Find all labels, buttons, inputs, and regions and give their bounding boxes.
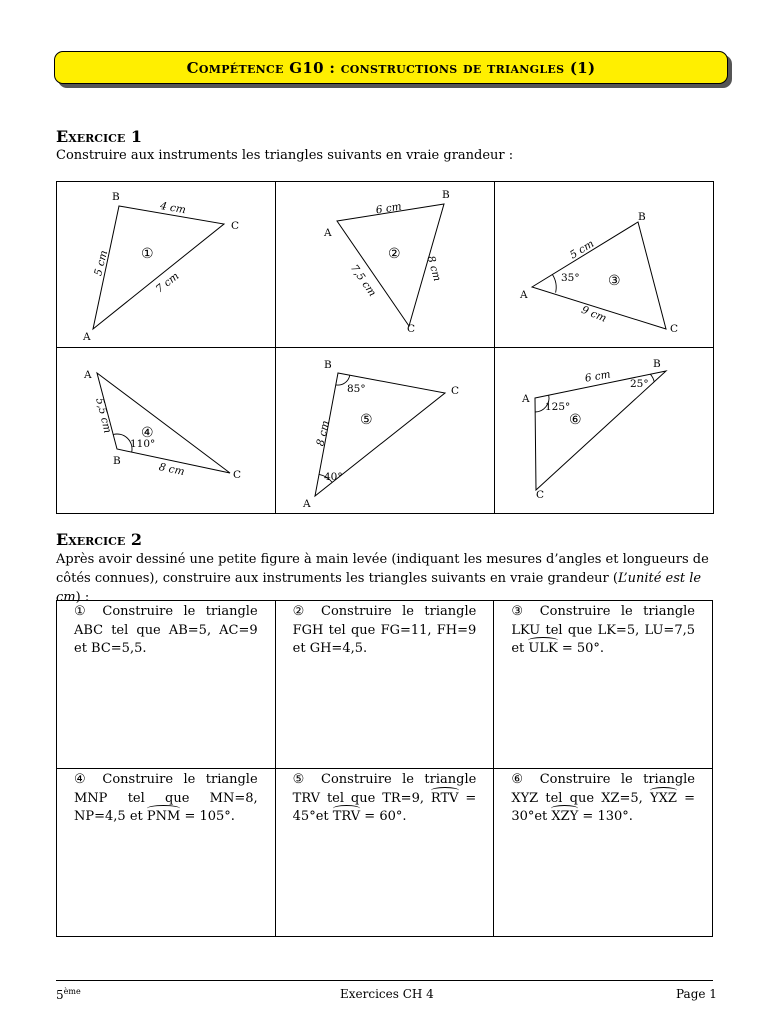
angle-label: 110° bbox=[130, 438, 156, 450]
angle-label: 25° bbox=[630, 378, 649, 390]
exercise2-title: Exercice 2 bbox=[56, 530, 142, 549]
side-label: 5 cm bbox=[92, 249, 111, 278]
angle-value: = 105°. bbox=[180, 809, 235, 824]
figure-number: ④ bbox=[141, 425, 154, 441]
side-label: 8 cm bbox=[157, 461, 186, 479]
exercise2-cell-1 bbox=[57, 601, 276, 769]
side-label: 8 cm bbox=[314, 419, 332, 448]
footer-level bbox=[56, 987, 81, 1002]
vertex-c: C bbox=[451, 385, 460, 397]
cell-number: ③ bbox=[511, 604, 530, 619]
angle-value: = 60°. bbox=[360, 809, 407, 824]
triangle-figure-3 bbox=[495, 182, 713, 347]
figure-cell-4 bbox=[57, 348, 276, 514]
vertex-a: A bbox=[522, 393, 530, 405]
exercise2-table bbox=[56, 600, 713, 937]
instruction-text: Après avoir dessiné une petite figure à main levée (indiquant les mesures d’angles et longueurs de côtés connues), construire aux instruments les triangles suivants en vraie grandeur ( bbox=[56, 552, 709, 586]
vertex-b: B bbox=[324, 359, 332, 371]
figure-cell-5 bbox=[276, 348, 495, 514]
level-suffix: ème bbox=[63, 987, 81, 996]
side-label: 7 cm bbox=[153, 270, 182, 296]
vertex-a: A bbox=[83, 331, 91, 343]
figure-number: ⑥ bbox=[569, 412, 582, 428]
triangle-figure-2 bbox=[276, 182, 494, 347]
exercise2-cell-2 bbox=[275, 601, 494, 769]
exercise2-cell-5 bbox=[275, 769, 494, 937]
cell-text: Construire le triangle FGH tel que FG=11, FH=9 et GH=4,5. bbox=[292, 604, 477, 656]
cell-number: ④ bbox=[74, 772, 92, 787]
exercise2-instruction bbox=[56, 550, 716, 607]
vertex-c: C bbox=[233, 469, 242, 481]
exercise1-instruction: Construire aux instruments les triangles suivants en vraie grandeur : bbox=[56, 148, 514, 163]
angle-label: 35° bbox=[561, 272, 580, 284]
cell-number: ⑥ bbox=[511, 772, 530, 787]
side-label: 9 cm bbox=[579, 303, 609, 325]
angle-label: 40° bbox=[324, 471, 343, 483]
cell-text: Construire le triangle TRV tel que TR=9, bbox=[292, 772, 477, 806]
cell-number: ② bbox=[292, 604, 311, 619]
footer-page-number: Page 1 bbox=[676, 987, 717, 1001]
vertex-b: B bbox=[442, 189, 450, 201]
angle-value: = 130°. bbox=[578, 809, 633, 824]
side-label: 6 cm bbox=[583, 368, 612, 385]
instruction-end: ) : bbox=[75, 590, 90, 605]
figure-number: ① bbox=[141, 246, 154, 262]
angle-notation: ULK bbox=[528, 640, 557, 659]
triangle-figure-1 bbox=[57, 182, 275, 347]
footer-divider bbox=[56, 980, 713, 981]
vertex-c: C bbox=[231, 220, 240, 232]
cell-text: Construire le triangle MNP tel que MN=8, NP=4,5 et bbox=[74, 772, 258, 824]
title-banner bbox=[54, 51, 728, 84]
angle-label: 85° bbox=[347, 383, 366, 395]
exercise1-title: Exercice 1 bbox=[56, 127, 142, 146]
figure-cell-2 bbox=[276, 182, 495, 348]
angle-label: 125° bbox=[545, 401, 571, 413]
cell-text: Construire le triangle LKU tel que LK=5, LU=7,5 et bbox=[511, 604, 695, 656]
exercise2-cell-6 bbox=[494, 769, 713, 937]
angle-notation: TRV bbox=[333, 808, 360, 827]
figure-number: ② bbox=[388, 246, 401, 262]
triangle-figure-5 bbox=[276, 348, 494, 513]
figure-cell-1 bbox=[57, 182, 276, 348]
figure-number: ③ bbox=[608, 273, 621, 289]
vertex-a: A bbox=[303, 498, 311, 510]
level-number: 5 bbox=[56, 988, 64, 1002]
triangle-figure-4 bbox=[57, 348, 275, 513]
vertex-c: C bbox=[536, 489, 545, 501]
triangle-figure-6 bbox=[495, 348, 713, 513]
vertex-a: A bbox=[324, 227, 332, 239]
exercise2-cell-3 bbox=[494, 601, 713, 769]
vertex-b: B bbox=[638, 211, 646, 223]
vertex-c: C bbox=[407, 323, 416, 335]
angle-value: = 30°et bbox=[511, 790, 695, 824]
side-label: 5,5 cm bbox=[93, 396, 114, 435]
figure-cell-6 bbox=[495, 348, 714, 514]
side-label: 4 cm bbox=[159, 200, 187, 217]
vertex-a: A bbox=[84, 369, 92, 381]
vertex-c: C bbox=[670, 323, 679, 335]
angle-notation: XZY bbox=[551, 808, 578, 827]
side-label: 5 cm bbox=[567, 237, 597, 262]
figure-number: ⑤ bbox=[360, 412, 373, 428]
side-label: 6 cm bbox=[375, 200, 403, 217]
cell-number: ① bbox=[74, 604, 92, 619]
angle-notation: YXZ bbox=[650, 790, 677, 809]
cell-text: Construire le triangle XYZ tel que XZ=5, bbox=[511, 772, 695, 806]
cell-number: ⑤ bbox=[292, 772, 311, 787]
cell-text: Construire le triangle ABC tel que AB=5, AC=9 et BC=5,5. bbox=[74, 604, 258, 656]
angle-notation: RTV bbox=[431, 790, 459, 809]
footer-chapter: Exercices CH 4 bbox=[340, 987, 434, 1001]
exercise1-figures bbox=[56, 181, 714, 514]
angle-value: = 45°et bbox=[292, 790, 477, 824]
angle-value: = 50°. bbox=[557, 641, 605, 656]
vertex-b: B bbox=[112, 191, 120, 203]
vertex-b: B bbox=[653, 358, 661, 370]
figure-cell-3 bbox=[495, 182, 714, 348]
exercise2-cell-4 bbox=[57, 769, 276, 937]
instruction-unit: L’unité est le cm bbox=[56, 571, 702, 605]
vertex-a: A bbox=[520, 289, 528, 301]
vertex-b: B bbox=[113, 455, 121, 467]
page-title: Compétence G10 : constructions de triangles (1) bbox=[186, 58, 596, 77]
side-label: 7,5 cm bbox=[347, 262, 379, 299]
side-label: 8 cm bbox=[424, 254, 444, 283]
angle-notation: PNM bbox=[147, 808, 180, 827]
